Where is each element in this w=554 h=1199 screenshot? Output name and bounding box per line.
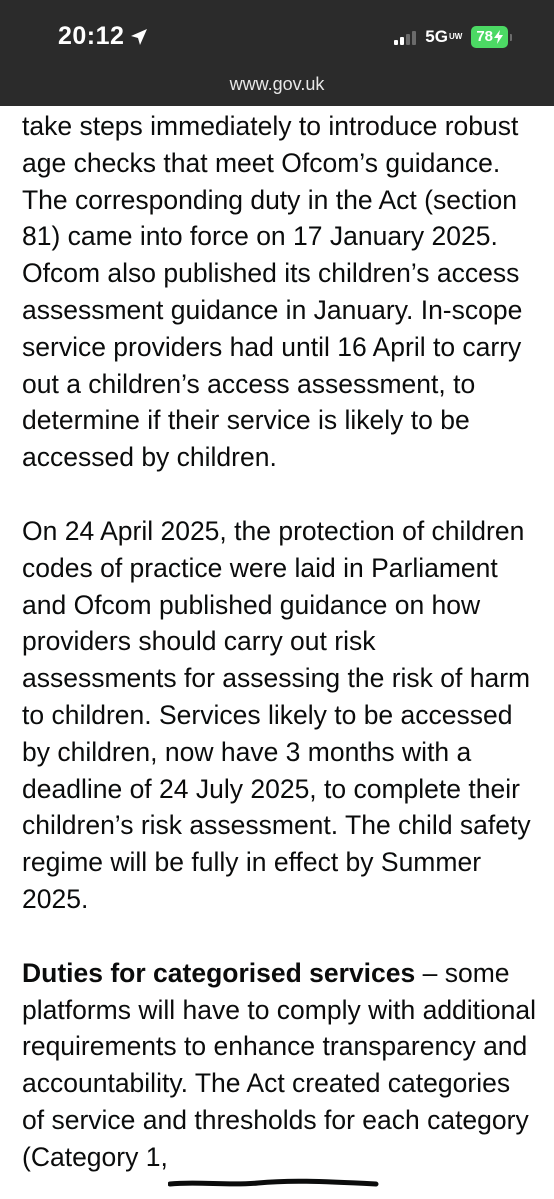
network-type [425,27,462,47]
article-paragraph-3 [22,955,537,1176]
categorised-services-body: – some platforms will have to comply with additional requirements to enhance transparency and accountability. The Act created categories of service and thresholds for each category (Category 1, [22,957,537,1172]
article-paragraph-1: take steps immediately to introduce robust age checks that meet Ofcom’s guidance. The corresponding duty in the Act (section 81) came into force on 17 January 2025. Ofcom also published its children’s access assessment guidance in January. In-scope service providers had until 16 April to carry out a children’s access assessment, to determine if their service is likely to be accessed by children. [22,111,523,473]
bolt-icon [494,30,503,44]
article-paragraph-2: On 24 April 2025, the protection of children codes of practice were laid in Parliament and Ofcom published guidance on how providers should carry out risk assessments for assessing the risk of harm to children. Services likely to be accessed by children, now have 3 months with a deadline of 24 July 2025, to complete their children’s risk assessment. The child safety regime will be fully in effect by Summer 2025. [22,515,531,914]
status-time-text: 20:12 [58,22,125,50]
battery-charging-icon [471,26,512,48]
address-bar-url[interactable]: www.gov.uk [229,74,325,94]
categorised-services-heading: Duties for categorised services [22,957,416,988]
network-label: 5G [425,27,448,46]
cellular-signal-icon [394,29,416,45]
location-arrow-icon [130,28,148,46]
strikethrough-scribble [168,1178,380,1192]
network-sup: UW [448,32,463,41]
status-indicators [394,26,512,48]
status-time [58,22,148,51]
battery-level: 78 [476,28,493,45]
article-content [22,106,537,1176]
browser-top-bar [0,0,554,106]
